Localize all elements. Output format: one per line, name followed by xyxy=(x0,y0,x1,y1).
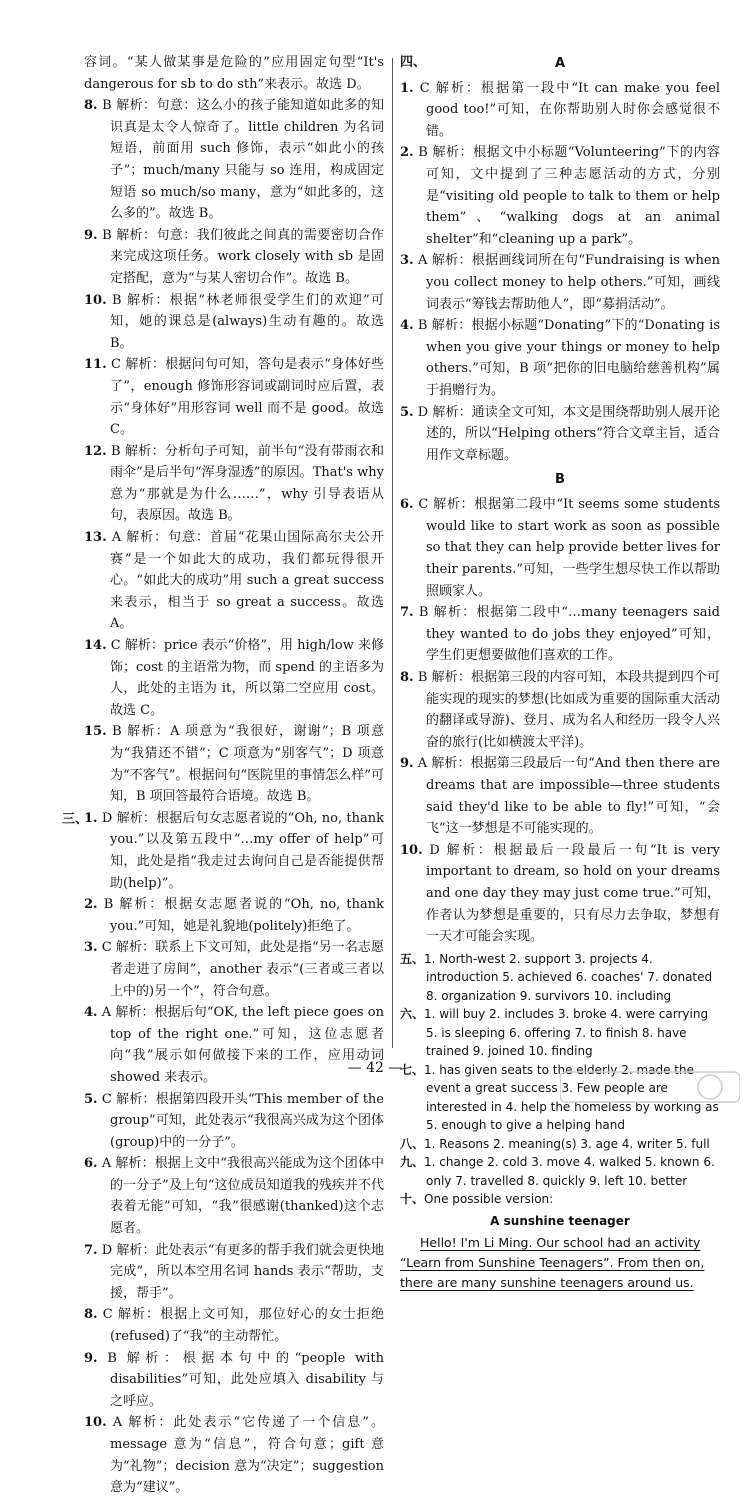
answer-item xyxy=(84,354,384,440)
answer-number: 9. xyxy=(84,227,98,243)
answer-number: 7. xyxy=(400,605,414,621)
section10: 十、One possible version: xyxy=(400,1192,554,1207)
answer-text: A 解析：根据上文中“我很高兴能成为这个团体中的一分子”及上句“这位成员知道我的残疾并不代表着无能”可知，“我”很感谢(thanked)这个志愿者。 xyxy=(101,1156,384,1237)
answer-number: 7. xyxy=(84,1242,98,1258)
answer-number: 9. xyxy=(84,1350,98,1366)
answer-item xyxy=(400,667,720,753)
answer-text: A 解析：根据第三段最后一句“And then there are dreams that are impossible—three students said they'd like to be able to fly!”可知，“会飞”这一梦想是不可能实现的。 xyxy=(417,756,720,837)
section9: 九、1. change 2. cold 3. move 4. walked 5. known 6. only 7. travelled 8. quickly 9. left 10. better xyxy=(400,1155,715,1188)
answer-number: 15. xyxy=(84,724,107,740)
answer-number: 12. xyxy=(84,443,107,459)
answer-text: B 解析：句意：这么小的孩子能知道如此多的知识真是太令人惊奇了。little children 为名词短语，前面用 such 修饰，表示“如此小的孩子”；much/many 只能与 so 连用，构成固定短语 so much/so many，意为“如此多的，这么多的”。故选 B。 xyxy=(102,98,384,222)
answer-item xyxy=(84,635,384,721)
continuation-text: 容词。“某人做某事是危险的”应用固定句型“It's dangerous for sb to do sth”来表示。故选 D。 xyxy=(84,55,384,92)
answer-number: 14. xyxy=(84,638,107,654)
answer-number: 3. xyxy=(400,253,414,269)
answer-list-section3 xyxy=(62,808,384,1499)
answer-number: 10. xyxy=(84,1415,107,1431)
answer-text: A 解析：根据画线词所在句“Fundraising is when you collect money to help others.”可知，画线词表示“筹钱去帮助他人”，即“募捐活动”。 xyxy=(418,253,720,312)
answer-text: B 解析：根据第二段中“…many teenagers said they wanted to do jobs they enjoyed”可知，学生们更想要做他们喜欢的工作。 xyxy=(418,605,720,664)
answer-item xyxy=(400,250,720,315)
answer-number: 2. xyxy=(84,897,98,913)
page-number: — 42 — xyxy=(347,1060,403,1076)
answer-number: 2. xyxy=(400,145,414,161)
essay-title: A sunshine teenager xyxy=(490,1213,630,1228)
answer-number: 8. xyxy=(84,1307,98,1323)
passage-b-heading: B xyxy=(555,472,565,488)
answer-text: A 解析：根据后句“OK, the left piece goes on top of the right one.”可知，这位志愿者向“我”展示如何做接下来的工作，应用动词 showed 来表示。 xyxy=(101,1005,384,1085)
answer-item xyxy=(84,1304,384,1347)
section7: 七、1. has given seats to the elderly 2. made the event a great success 3. Few people are interested in 4. help the homeless by working as 5. enough to give a helping hand xyxy=(400,1062,719,1133)
section6: 六、1. will buy 2. includes 3. broke 4. were carrying 5. is sleeping 6. offering 7. to finish 8. have trained 9. joined 10. finding xyxy=(400,1007,709,1059)
answer-number: 11. xyxy=(84,357,107,373)
answer-text: A 解析：此处表示“它传递了一个信息”。message 意为“信息”，符合句意；gift 意为“礼物”；decision 意为“决定”；suggestion 意为“建议”。 xyxy=(110,1415,384,1496)
answer-text: C 解析：根据第一段中“It can make you feel good too!”可知，在你帮助别人时你会感觉很不错。 xyxy=(419,80,720,139)
answer-item xyxy=(84,721,384,807)
answer-item xyxy=(400,753,720,839)
answer-number: 5. xyxy=(400,404,414,420)
answer-text: C 解析：联系上下文可知，此处是指“另一名志愿者走进了房间”，another 表示“(三者或三者以上中的)另一个”，符合句意。 xyxy=(101,940,384,999)
answer-item xyxy=(400,402,720,467)
answer-text: B 解析：根据第三段的内容可知，本段共提到四个可能实现的现实的梦想(比如成为重要的国际重大活动的翻译或导游)、登月、成为名人和经历一段令人兴奋的旅行(比如横渡太平洋)。 xyxy=(417,670,720,750)
answer-text: B 解析：句意：我们彼此之间真的需要密切合作来完成这项任务。work closely with sb 是固定搭配，意为“与某人密切合作”。故选 B。 xyxy=(102,227,384,286)
answer-number: 10. xyxy=(84,292,107,308)
answer-item xyxy=(84,937,384,1002)
right-column xyxy=(400,52,720,1293)
answer-number: 3. xyxy=(84,940,98,956)
watermark-logo xyxy=(560,1070,740,1104)
answer-item xyxy=(400,315,720,401)
answer-number: 6. xyxy=(400,497,414,513)
answer-text: C 解析：根据问句可知，答句是表示“身体好些了”，enough 修饰形容词或副词时应后置，表示“身体好”用形容词 well 而不是 good。故选 C。 xyxy=(110,357,384,438)
answer-text: D 解析：根据后句女志愿者说的“Oh, no, thank you.”以及第五段中“…my offer of help”可知，此处是指“我走过去询问自己是否能提供帮助(help)”。 xyxy=(101,810,384,891)
answer-item xyxy=(84,290,384,355)
answer-item xyxy=(84,527,384,635)
answer-number: 13. xyxy=(84,530,107,546)
answer-number: 1. xyxy=(84,810,98,826)
answer-list-section2 xyxy=(84,95,384,808)
answer-item xyxy=(84,1240,384,1305)
answer-text: C 解析：根据上文可知，那位好心的女士拒绝(refused)了“我”的主动帮忙。 xyxy=(102,1307,384,1345)
answer-text: B 解析：分析句子可知，前半句“没有带雨衣和雨伞”是后半句“浑身湿透”的原因。That's why 意为“那就是为什么……”，why 引导表语从句，表原因。故选 B。 xyxy=(110,443,384,524)
passage-a-answers xyxy=(400,78,720,467)
answer-item xyxy=(400,602,720,667)
answer-item xyxy=(84,1412,384,1498)
answer-number: 9. xyxy=(400,756,414,772)
essay-body xyxy=(400,1233,720,1293)
left-column xyxy=(62,52,384,1499)
answer-item xyxy=(84,1089,384,1154)
answer-item xyxy=(400,142,720,250)
answer-text: B 解析：根据“林老师很受学生们的欢迎”可知，她的课总是(always)生动有趣的。故选 B。 xyxy=(110,292,384,351)
section4-label: 四、 xyxy=(400,55,427,70)
essay-line: there are many sunshine teenagers around us. xyxy=(400,1274,694,1290)
answer-text: B 解析：根据文中小标题“Volunteering”下的内容可知，文中提到了三种志愿活动的方式，分别是“visiting old people to talk to them or help them”、“walking dogs at an animal shelter”和“cleaning up a park”。 xyxy=(418,145,720,247)
answer-item xyxy=(84,441,384,527)
answer-text: C 解析：根据第四段开头“This member of the group”可知，此处表示“我很高兴成为这个团体(group)中的一分子”。 xyxy=(101,1091,384,1150)
answer-number: 8. xyxy=(84,98,98,114)
answer-number: 6. xyxy=(84,1156,98,1172)
answer-number: 10. xyxy=(400,842,423,858)
answer-text: B 解析：根据小标题“Donating”下的“Donating is when you give your things or money to help others.”可知，B 项“把你的旧电脑给慈善机构”属于捐赠行为。 xyxy=(417,318,721,398)
passage-a-heading: A xyxy=(554,55,566,71)
answer-item xyxy=(400,840,720,948)
answer-number: 1. xyxy=(400,80,414,96)
answer-item xyxy=(84,894,384,937)
answer-text: B 解析：根据本句中的“people with disabilities”可知，此处应填入 disability 与之呼应。 xyxy=(107,1350,384,1409)
answer-number: 8. xyxy=(400,670,414,686)
answer-number: 5. xyxy=(84,1091,98,1107)
answer-text: D 解析：根据最后一段最后一句“It is very important to dream, so hold on your dreams and one day they may just come true.”可知，作者认为梦想是重要的，只有尽力去争取，梦想有一天才可能会实现。 xyxy=(426,842,720,945)
answer-text: B 解析：A 项意为“我很好，谢谢”；B 项意为“我猜还不错”；C 项意为“别客气”；D 项意为“不客气”。根据问句“医院里的事情怎么样”可知，B 项回答最符合语境。故选 B。 xyxy=(110,724,384,805)
answer-item xyxy=(84,95,384,225)
section8: 八、1. Reasons 2. meaning(s) 3. age 4. writer 5. full xyxy=(400,1136,710,1151)
answer-item xyxy=(84,225,384,290)
section5: 五、1. North-west 2. support 3. projects 4. introduction 5. achieved 6. coaches' 7. donated 8. organization 9. survivors 10. including xyxy=(400,951,713,1003)
answer-text: D 解析：通读全文可知，本文是围绕帮助别人展开论述的，所以“Helping others”符合文章主旨，适合用作文章标题。 xyxy=(417,404,720,463)
section3-label: 三、 xyxy=(62,811,89,827)
answer-item xyxy=(400,494,720,602)
passage-b-answers xyxy=(400,494,720,947)
answer-text: A 解析：句意：首届“花果山国际高尔夫公开赛”是一个如此大的成功，我们都玩得很开心。“如此大的成功”用 such a great success 来表示，相当于 so great a success。故选 A。 xyxy=(110,530,384,632)
answer-item xyxy=(84,1153,384,1239)
answer-number: 4. xyxy=(400,318,414,334)
answer-item xyxy=(84,1348,384,1413)
answer-text: C 解析：price 表示“价格”，用 high/low 来修饰；cost 的主语常为物，而 spend 的主语多为人，此处的主语为 it，所以第二空应用 cost。故选 C。 xyxy=(110,638,384,718)
answer-number: 4. xyxy=(84,1005,98,1021)
answer-text: C 解析：根据第二段中“It seems some students would like to start work as soon as possible so that they can help provide better lives for their parents.”可知，一些学生想尽快工作以帮助照顾家人。 xyxy=(418,497,720,599)
essay-line: Hello! I'm Li Ming. Our school had an activity xyxy=(420,1234,701,1250)
column-divider xyxy=(392,58,393,1048)
answer-item xyxy=(400,78,720,143)
answer-text: B 解析：根据女志愿者说的“Oh, no, thank you.”可知，她是礼貌地(politely)拒绝了。 xyxy=(103,897,384,934)
answer-item xyxy=(84,808,384,894)
answer-text: D 解析：此处表示“有更多的帮手我们就会更快地完成”，所以本空用名词 hands 表示“帮助，支援，帮手”。 xyxy=(101,1242,384,1301)
essay-line: “Learn from Sunshine Teenagers”. From then on, xyxy=(400,1254,705,1270)
